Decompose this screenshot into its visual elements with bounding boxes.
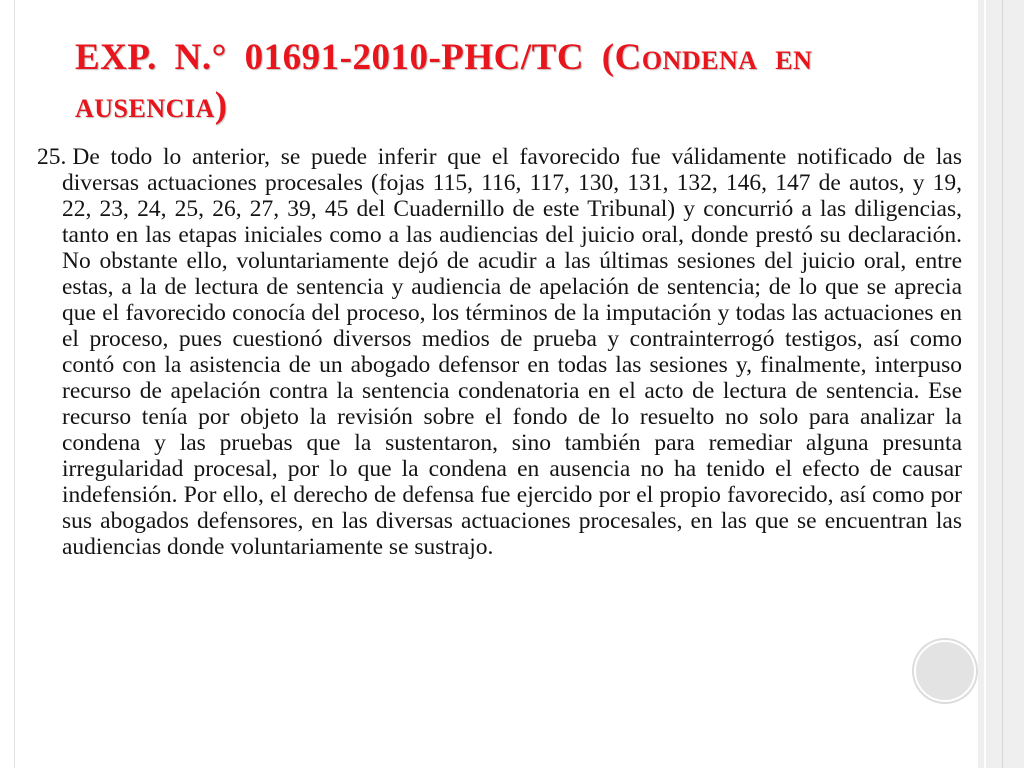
left-divider bbox=[14, 0, 15, 768]
right-band-highlight bbox=[984, 0, 986, 768]
decorative-circle-icon bbox=[914, 640, 976, 702]
body-paragraph bbox=[37, 144, 962, 560]
paragraph-number: 25. bbox=[37, 144, 67, 170]
right-band-line bbox=[1002, 0, 1003, 768]
paragraph-text: De todo lo anterior, se puede inferir que el favorecido fue válidamente notificado de las diversas actuaciones procesales (fojas 115, 116, 117, 130, 131, 132, 146, 147 de autos, y 19, 22, 23, 24, 25, 26, 27, 39, 45 del Cuadernillo de este Tribunal) y concurrió a las diligencias, tanto en las etapas iniciales como a las audiencias del juicio oral, donde prestó su declaración. No obstante ello, voluntariamente dejó de acudir a las últimas sesiones del juicio oral, entre estas, a la de lectura de sentencia y audiencia de apelación de sentencia; de lo que se aprecia que el favorecido conocía del proceso, los términos de la imputación y todas las actuaciones en el proceso, pues cuestionó diversos medios de prueba y contrainterrogó testigos, así como contó con la asistencia de un abogado defensor en todas las sesiones y, finalmente, interpuso recurso de apelación contra la sentencia condenatoria en el acto de lectura de sentencia. Ese recurso tenía por objeto la revisión sobre el fondo de lo resuelto no solo para analizar la condena y las pruebas que la sustentaron, sino también para remediar alguna presunta irregularidad procesal, por lo que la condena en ausencia no ha tenido el efecto de causar indefensión. Por ello, el derecho de defensa fue ejercido por el propio favorecido, así como por sus abogados defensores, en las diversas actuaciones procesales, en las que se encuentran las audiencias donde voluntariamente se sustrajo. bbox=[62, 144, 962, 560]
slide-title: EXP. N.° 01691-2010-PHC/TC (Condena en ausencia) bbox=[75, 37, 813, 126]
